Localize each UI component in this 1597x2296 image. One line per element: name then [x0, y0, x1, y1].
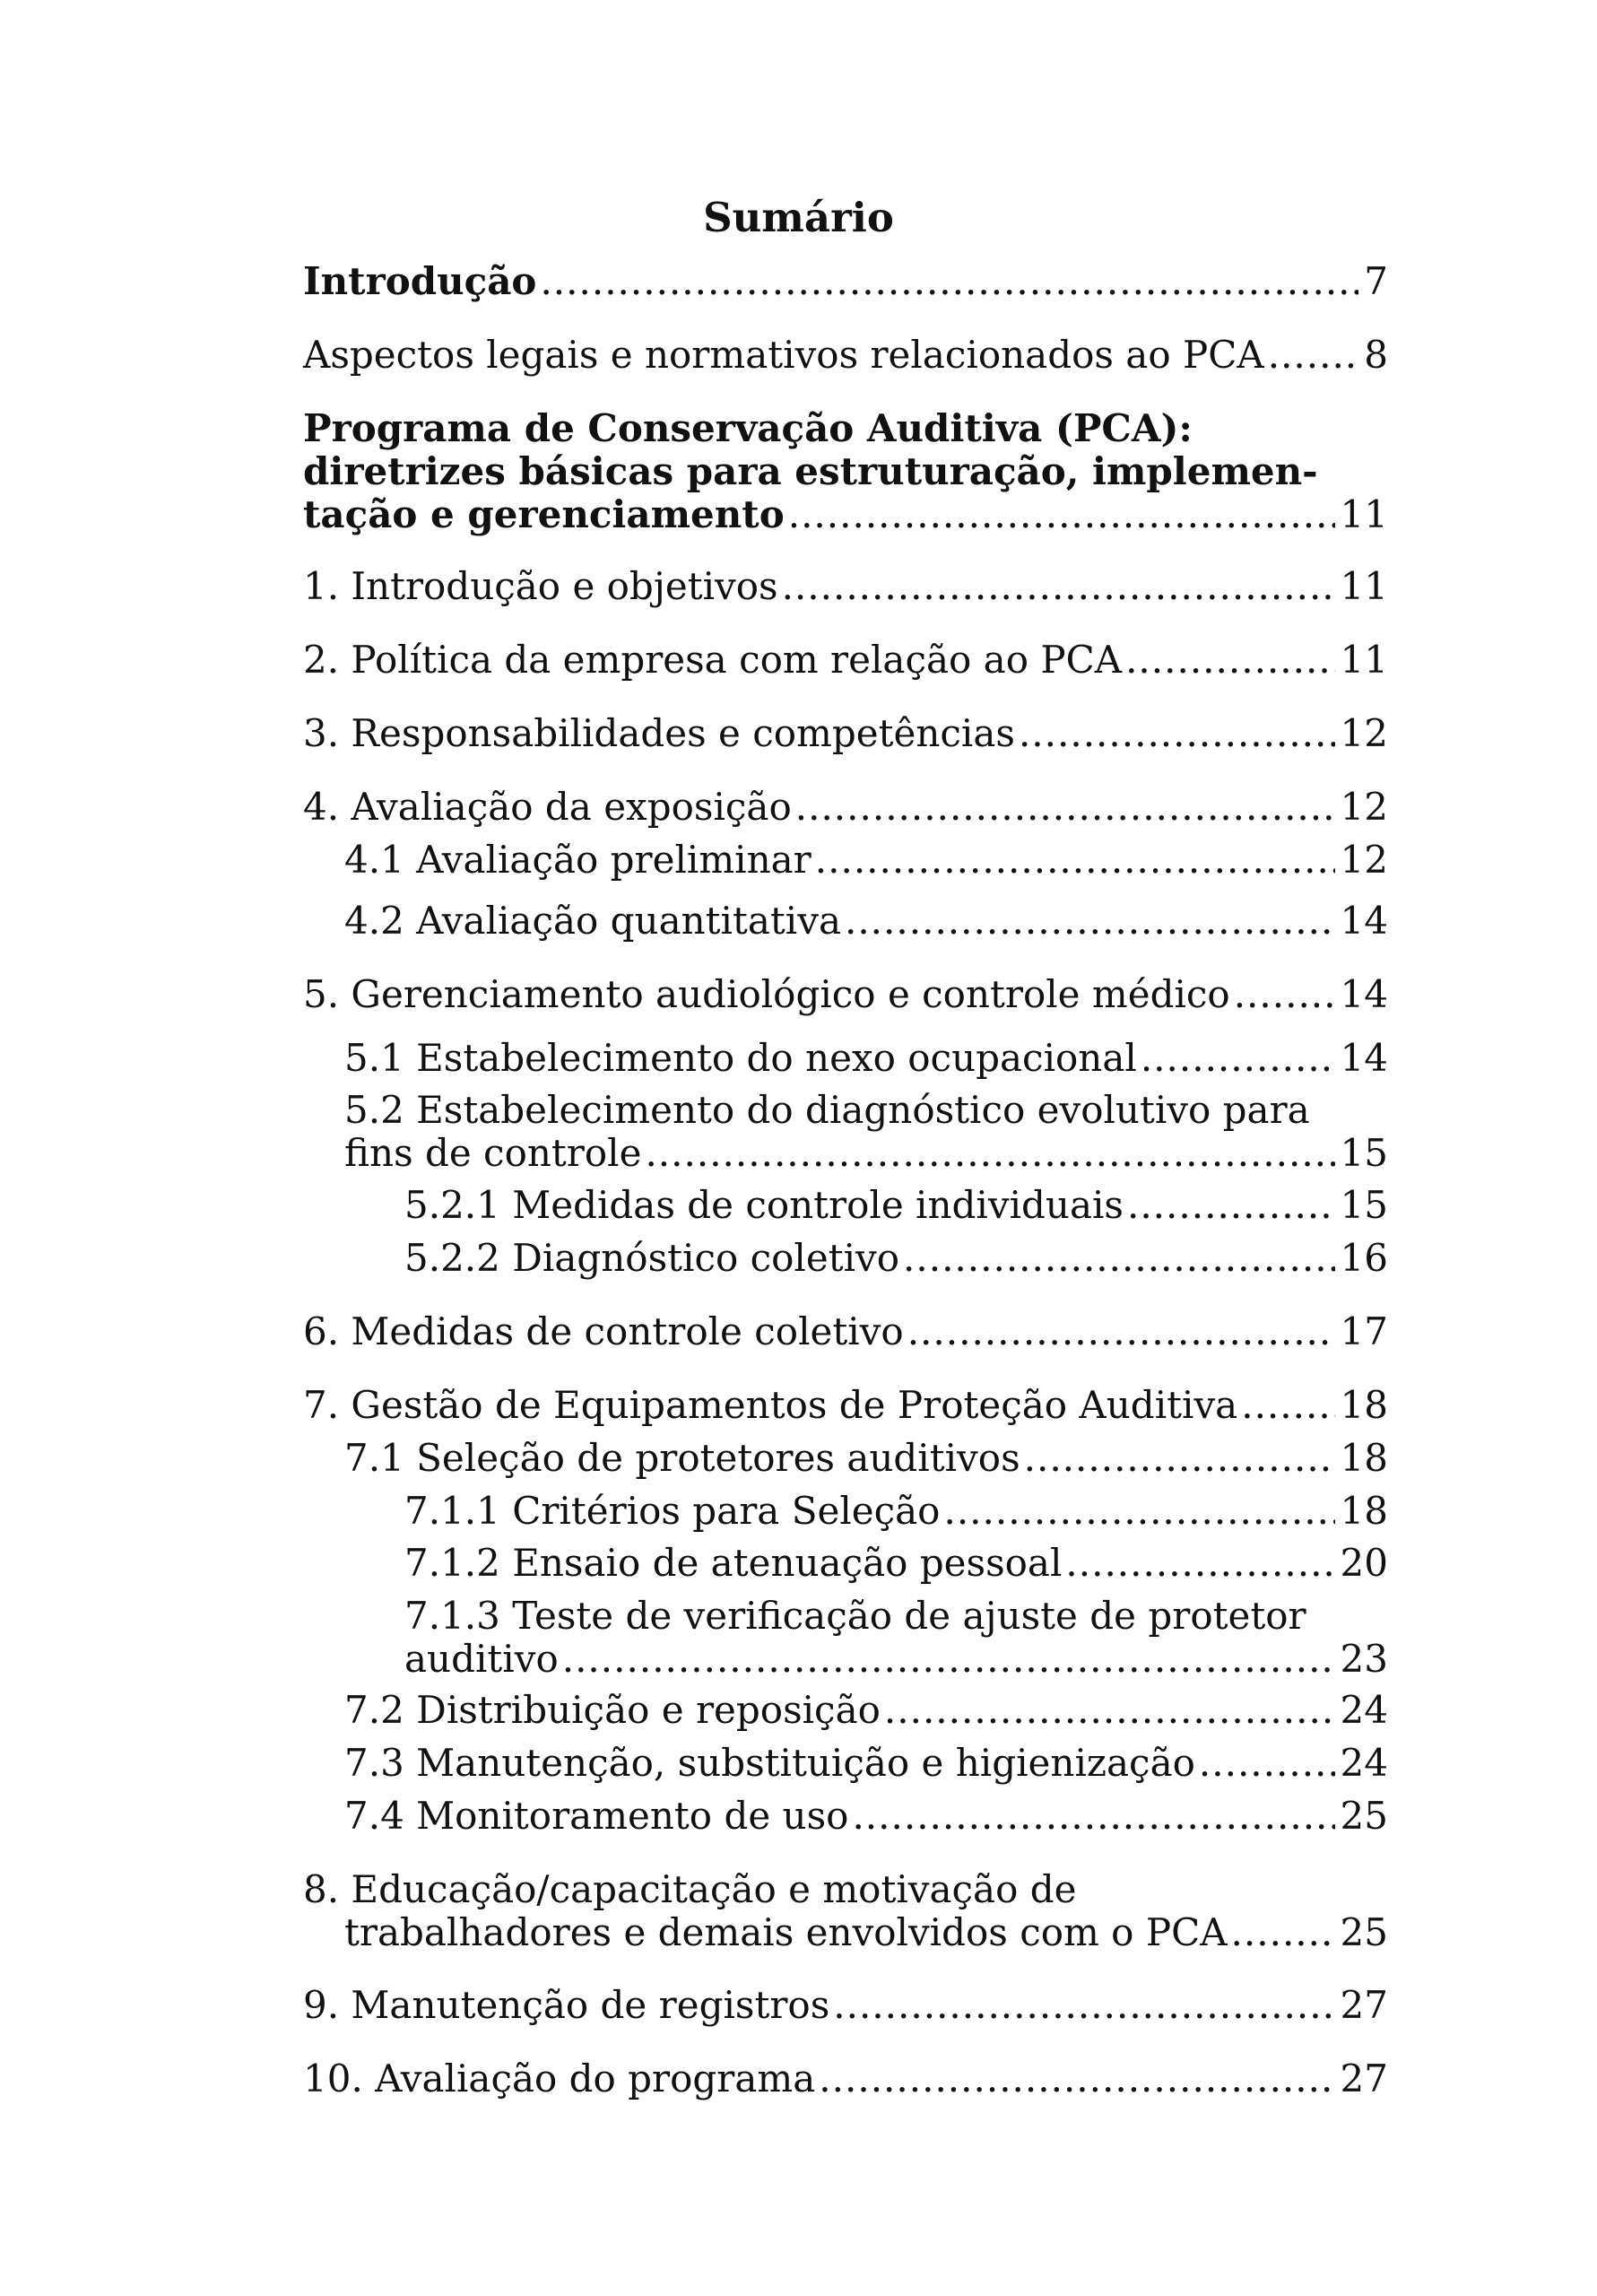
- toc-entry-label: 5. Gerenciamento audiológico e controle médico: [303, 972, 1230, 1016]
- toc-entry-5-2-2[interactable]: [404, 1237, 1388, 1280]
- toc-entry-label: 9. Manutenção de registros: [303, 1983, 830, 2027]
- toc-entry-page: 14: [1340, 1036, 1388, 1080]
- toc-entry-page: 14: [1340, 899, 1388, 943]
- toc-entry-label: 4.1 Avaliação preliminar: [344, 838, 812, 882]
- leader-dots: [1019, 712, 1335, 755]
- leader-dots: [815, 839, 1335, 882]
- toc-entry-page: 20: [1340, 1541, 1388, 1585]
- toc-entry-page: 24: [1340, 1741, 1388, 1785]
- toc-entry-label: 7.1 Seleção de protetores auditivos: [344, 1436, 1020, 1480]
- toc-entry-10[interactable]: [303, 2057, 1388, 2100]
- leader-dots: [907, 1310, 1335, 1353]
- toc-entry-page: 18: [1340, 1489, 1388, 1533]
- toc-entry-label-line: Programa de Conservação Auditiva (PCA):: [303, 406, 1193, 450]
- toc-entry-5-1[interactable]: [344, 1037, 1388, 1080]
- toc-entry-label: Introdução: [303, 259, 537, 303]
- toc-entry-label: 7.4 Monitoramento de uso: [344, 1794, 849, 1838]
- leader-dots: [1231, 1911, 1335, 1954]
- toc-entry-7-1-3[interactable]: [404, 1595, 1388, 1681]
- toc-entry-page: 11: [1340, 638, 1388, 682]
- toc-entry-page: 15: [1340, 1131, 1388, 1175]
- toc-entry-label: 7. Gestão de Equipamentos de Proteção Auditiva: [303, 1383, 1238, 1427]
- toc-entry-6[interactable]: [303, 1310, 1388, 1353]
- toc-entry-label-line: diretrizes básicas para estruturação, implemen-: [303, 449, 1318, 493]
- leader-dots: [943, 1490, 1334, 1533]
- toc-entry-label-line: 5.2 Estabelecimento do diagnóstico evolutivo para: [344, 1088, 1310, 1132]
- leader-dots: [562, 1638, 1335, 1681]
- toc-entry-label-line: 7.1.3 Teste de verificação de ajuste de protetor: [404, 1594, 1306, 1638]
- toc-entry-5[interactable]: [303, 973, 1388, 1016]
- toc-entry-page: 24: [1340, 1688, 1388, 1732]
- toc-entry-page: 11: [1340, 492, 1388, 536]
- toc-entry-page: 27: [1340, 1983, 1388, 2027]
- toc-entry-page: 25: [1340, 1910, 1388, 1954]
- toc-entry-label: 5.2.1 Medidas de controle individuais: [404, 1183, 1124, 1227]
- toc-entry-page: 14: [1340, 972, 1388, 1016]
- toc-entry-page: 12: [1340, 785, 1388, 829]
- toc-entry-7-3[interactable]: [344, 1742, 1388, 1785]
- leader-dots: [884, 1689, 1335, 1732]
- leader-dots: [1065, 1542, 1334, 1585]
- toc-entry-page: 18: [1340, 1436, 1388, 1480]
- leader-dots: [1241, 1384, 1334, 1427]
- page-title: Sumário: [703, 194, 894, 241]
- leader-dots: [1024, 1437, 1335, 1480]
- leader-dots: [645, 1132, 1334, 1175]
- toc-entry-label: fins de controle: [344, 1131, 642, 1175]
- toc-entry-label: 4.2 Avaliação quantitativa: [344, 899, 841, 943]
- toc-entry-label: 7.2 Distribuição e reposição: [344, 1688, 881, 1732]
- toc-entry-label: 5.2.2 Diagnóstico coletivo: [404, 1236, 900, 1280]
- table-of-contents: [303, 0, 1388, 2296]
- leader-dots: [1141, 1037, 1335, 1080]
- toc-entry-5-2[interactable]: [344, 1089, 1388, 1175]
- toc-entry-page: 27: [1340, 2057, 1388, 2100]
- toc-entry-7-1-1[interactable]: [404, 1490, 1388, 1533]
- toc-entry-7-2[interactable]: [344, 1689, 1388, 1732]
- toc-entry-8[interactable]: [303, 1868, 1388, 1954]
- toc-entry-4[interactable]: [303, 786, 1388, 829]
- toc-entry-9[interactable]: [303, 1984, 1388, 2027]
- toc-entry-page: 8: [1364, 333, 1388, 377]
- toc-entry-label: 7.3 Manutenção, substituição e higienização: [344, 1741, 1195, 1785]
- leader-dots: [1268, 334, 1359, 377]
- toc-entry-page: 11: [1340, 564, 1388, 608]
- leader-dots: [903, 1237, 1335, 1280]
- toc-entry-label: 5.1 Estabelecimento do nexo ocupacional: [344, 1036, 1137, 1080]
- toc-entry-7-1[interactable]: [344, 1437, 1388, 1480]
- toc-entry-3[interactable]: [303, 712, 1388, 755]
- leader-dots: [819, 2057, 1334, 2100]
- leader-dots: [1127, 1184, 1335, 1227]
- toc-entry-label: 4. Avaliação da exposição: [303, 785, 792, 829]
- toc-entry-page: 23: [1340, 1637, 1388, 1681]
- toc-entry-label: 1. Introdução e objetivos: [303, 564, 778, 608]
- toc-entry-4-2[interactable]: [344, 900, 1388, 943]
- leader-dots: [1199, 1742, 1335, 1785]
- leader-dots: [833, 1984, 1334, 2027]
- toc-entry-7[interactable]: [303, 1384, 1388, 1427]
- toc-entry-label: 10. Avaliação do programa: [303, 2057, 816, 2100]
- toc-entry-label: tação e gerenciamento: [303, 492, 785, 536]
- toc-entry-page: 12: [1340, 838, 1388, 882]
- toc-entry-page: 7: [1364, 259, 1388, 303]
- toc-entry-label: 3. Responsabilidades e competências: [303, 711, 1015, 755]
- toc-entry-page: 16: [1340, 1236, 1388, 1280]
- leader-dots: [788, 493, 1335, 536]
- toc-entry-page: 12: [1340, 711, 1388, 755]
- leader-dots: [795, 786, 1335, 829]
- toc-entry-label: trabalhadores e demais envolvidos com o PCA: [344, 1910, 1228, 1954]
- toc-entry-programa-pca[interactable]: [303, 407, 1388, 536]
- leader-dots: [845, 900, 1335, 943]
- toc-entry-label-line: 8. Educação/capacitação e motivação de: [303, 1867, 1077, 1911]
- leader-dots: [540, 260, 1358, 303]
- toc-entry-label: 7.1.2 Ensaio de atenuação pessoal: [404, 1541, 1063, 1585]
- leader-dots: [852, 1795, 1334, 1838]
- toc-entry-label: Aspectos legais e normativos relacionados ao PCA: [303, 333, 1264, 377]
- toc-entry-label: 2. Política da empresa com relação ao PCA: [303, 638, 1123, 682]
- leader-dots: [782, 565, 1335, 608]
- toc-entry-introducao[interactable]: [303, 260, 1388, 303]
- toc-entry-page: 15: [1340, 1183, 1388, 1227]
- toc-entry-5-2-1[interactable]: [404, 1184, 1388, 1227]
- toc-entry-aspectos-legais[interactable]: [303, 334, 1388, 377]
- toc-entry-page: 25: [1340, 1794, 1388, 1838]
- toc-entry-1[interactable]: [303, 565, 1388, 608]
- toc-entry-7-4[interactable]: [344, 1795, 1388, 1838]
- toc-entry-page: 18: [1340, 1383, 1388, 1427]
- toc-entry-2[interactable]: [303, 639, 1388, 682]
- toc-entry-label: 6. Medidas de controle coletivo: [303, 1309, 904, 1353]
- toc-entry-page: 17: [1340, 1309, 1388, 1353]
- leader-dots: [1125, 639, 1334, 682]
- leader-dots: [1234, 973, 1335, 1016]
- toc-entry-7-1-2[interactable]: [404, 1542, 1388, 1585]
- toc-entry-label: 7.1.1 Critérios para Seleção: [404, 1489, 941, 1533]
- toc-entry-label: auditivo: [404, 1637, 559, 1681]
- toc-entry-4-1[interactable]: [344, 839, 1388, 882]
